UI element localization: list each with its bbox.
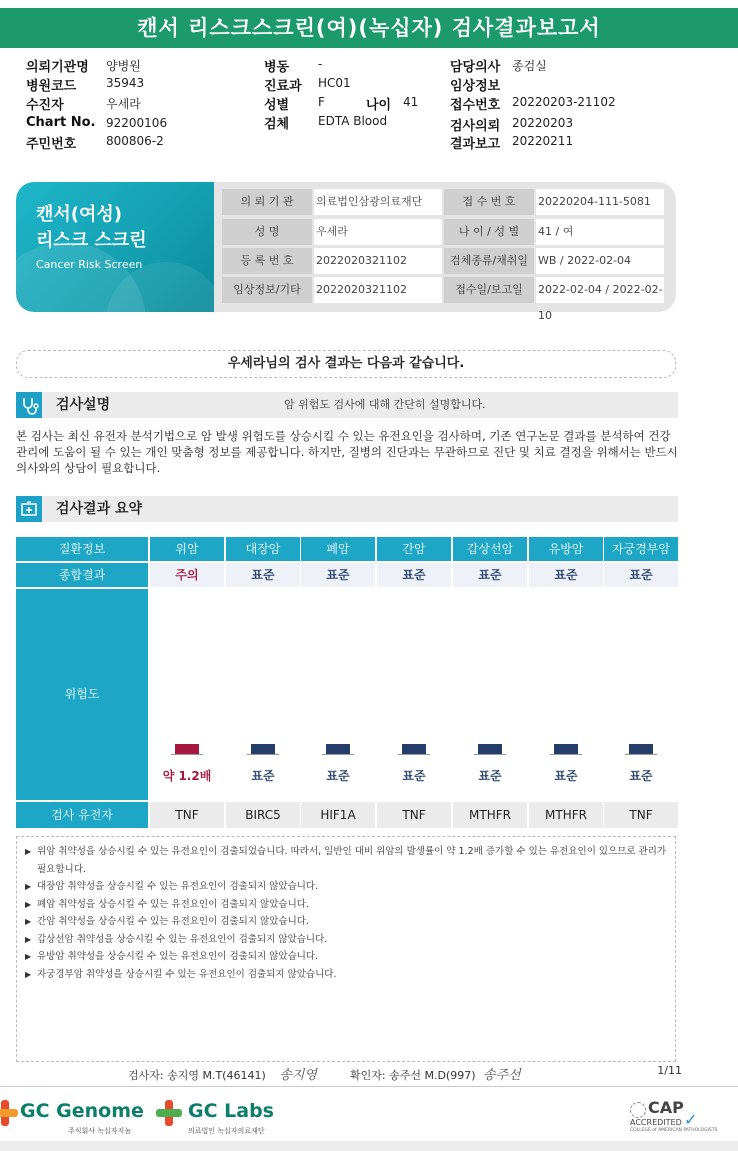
header-value: 35943 [106,76,145,90]
risk-label: 표준 [402,769,426,783]
risk-label: 표준 [554,769,578,783]
tester-name: 송지영 M.T(46141) [167,1069,266,1082]
risk-bar [326,744,350,754]
cap-text: CAP [648,1098,684,1117]
cancer-result: 표준 [377,563,451,587]
header-value: EDTA Blood [318,114,388,128]
gene-name: HIF1A [301,802,375,828]
note-item: ▶ 간암 취약성을 상승시킬 수 있는 유전요인이 검출되지 않았습니다. [25,913,667,931]
card-info-table [214,182,676,322]
cancer-header: 자궁경부암 [604,537,678,561]
summary-card [16,182,676,322]
result-notes [16,836,676,1062]
gc-cross-icon [156,1100,182,1126]
risk-baseline [322,754,354,755]
cancer-header: 대장암 [226,537,300,561]
risk-baseline [625,754,657,755]
risk-label: 표준 [251,769,275,783]
card-value: 2022020321102 [314,277,442,303]
header-value: 41 [403,95,419,109]
header-value: 20220203-21102 [512,95,616,109]
card-label: 접 수 번 호 [444,189,534,215]
cancer-header: 위암 [150,537,224,561]
cap-small-text: COLLEGE of AMERICAN PATHOLOGISTS [630,1128,718,1133]
patient-header [26,54,716,154]
section-title: 검사설명 [56,397,111,413]
brand-title-line2: 리스크 스크린 [36,230,147,251]
section-description-header [16,392,678,418]
cancer-header: 갑상선암 [453,537,527,561]
header-label: 임상정보 [450,79,501,94]
card-label: 검체종류/채취일 [444,248,534,274]
risk-baseline [171,754,203,755]
gene-name: TNF [150,802,224,828]
folder-plus-icon [16,496,42,522]
product-brand-panel [16,182,214,312]
header-label: 결과보고 [450,137,501,152]
logo-text: GC Labs [188,1100,274,1122]
cap-subtext: ACCREDITED [630,1118,682,1127]
row-label-gene: 검사 유전자 [16,802,148,828]
tester-handwritten-signature: 송지영 [279,1068,317,1083]
gc-cross-icon [0,1100,18,1126]
risk-baseline [474,754,506,755]
reviewer-label: 확인자: [350,1069,386,1082]
logo-text: GC Genome [20,1100,144,1122]
stethoscope-icon [16,392,42,418]
card-value: 의료법인삼광의료재단 [314,189,442,215]
checkmark-icon: ✓ [684,1110,698,1129]
cancer-result: 표준 [226,563,300,587]
header-value: - [318,57,323,71]
card-label: 임상정보/기타 [222,277,312,303]
footer-divider [0,1086,738,1087]
card-value: 41 / 여 [536,219,664,245]
tester-label: 검사자: [128,1069,164,1082]
reviewer-handwritten-signature: 송주선 [483,1068,521,1083]
reviewer-name: 송주선 M.D(997) [389,1069,476,1082]
header-label: 담당의사 [450,60,501,75]
page-number: 1/11 [657,1064,682,1077]
risk-baseline [247,754,279,755]
header-label: 검사의뢰 [450,119,501,134]
tester-signature [128,1064,317,1083]
card-value: WB / 2022-02-04 [536,248,664,274]
risk-label: 표준 [629,769,653,783]
header-value: 20220211 [512,134,574,148]
cancer-result: 표준 [453,563,527,587]
header-value: 20220203 [512,116,574,130]
card-value: 2022020321102 [314,248,442,274]
risk-label: 약 1.2배 [162,769,212,783]
cancer-header: 유방암 [529,537,603,561]
risk-baseline [550,754,582,755]
header-value: 우세라 [106,97,141,111]
risk-bar [554,744,578,754]
cancer-result: 표준 [529,563,603,587]
note-item: ▶ 갑상선암 취약성을 상승시킬 수 있는 유전요인이 검출되지 않았습니다. [25,931,667,949]
card-value: 2022-02-04 / 2022-02-10 [536,277,664,303]
card-value: 20220204-111-5081 [536,189,664,215]
cancer-result: 표준 [301,563,375,587]
cap-seal-icon [630,1102,646,1118]
note-item: ▶ 위암 취약성을 상승시킬 수 있는 유전요인이 검출되었습니다. 따라서, 일반인 대비 위암의 발생률이 약 1.2배 증가할 수 있는 유전요인이 있으므로 관리가 필요합니다. [25,843,667,878]
header-label: 병원코드 [26,79,77,94]
header-value: 92200106 [106,116,168,130]
logo-subtext: 의료법인 녹십자의료재단 [188,1127,265,1135]
gene-name: TNF [604,802,678,828]
gene-name: TNF [377,802,451,828]
header-label: 성별 [264,98,290,113]
gene-name: MTHFR [453,802,527,828]
bottom-strip [0,1141,738,1151]
header-value: HC01 [318,76,351,90]
card-label: 성 명 [222,219,312,245]
header-label: 수진자 [26,98,64,113]
reviewer-signature [350,1064,521,1083]
card-value: 우세라 [314,219,442,245]
note-item: ▶ 폐암 취약성을 상승시킬 수 있는 유전요인이 검출되지 않았습니다. [25,896,667,914]
card-label: 나 이 / 성 별 [444,219,534,245]
header-label: 진료과 [264,79,302,94]
cancer-result: 주의 [150,563,224,587]
header-label: 나이 [366,98,392,113]
header-label: 병동 [264,60,290,75]
header-label: Chart No. [26,115,96,130]
gene-name: MTHFR [529,802,603,828]
header-value: 800806-2 [106,134,164,148]
gene-name: BIRC5 [226,802,300,828]
header-label: 주민번호 [26,137,77,152]
row-label-risk: 위험도 [16,589,148,800]
section-title: 검사결과 요약 [56,501,143,517]
header-label: 검체 [264,117,290,132]
row-label-result: 종합결과 [16,563,148,587]
result-banner: 우세라님의 검사 결과는 다음과 같습니다. [16,350,676,378]
row-label-disease: 질환정보 [16,537,148,561]
note-item: ▶ 자궁경부암 취약성을 상승시킬 수 있는 유전요인이 검출되지 않았습니다. [25,966,667,984]
header-value: F [318,95,325,109]
risk-baseline [398,754,430,755]
note-item: ▶ 대장암 취약성을 상승시킬 수 있는 유전요인이 검출되지 않았습니다. [25,878,667,896]
header-label: 접수번호 [450,98,501,113]
risk-label: 표준 [478,769,502,783]
risk-bar [251,744,275,754]
risk-bar [629,744,653,754]
risk-bar [402,744,426,754]
card-label: 의 뢰 기 관 [222,189,312,215]
card-label: 등 록 번 호 [222,248,312,274]
risk-label: 표준 [326,769,350,783]
note-item: ▶ 유방암 취약성을 상승시킬 수 있는 유전요인이 검출되지 않았습니다. [25,948,667,966]
card-label: 접수일/보고일 [444,277,534,303]
header-label: 의뢰기관명 [26,60,89,75]
cancer-header: 폐암 [301,537,375,561]
cancer-header: 간암 [377,537,451,561]
cancer-result: 표준 [604,563,678,587]
brand-title-en: Cancer Risk Screen [36,258,143,271]
report-title: 캔서 리스크스크린(여)(녹십자) 검사결과보고서 [0,8,738,48]
risk-bar [478,744,502,754]
header-value: 종검실 [512,59,547,73]
section-summary-header [16,496,678,522]
brand-title-line1: 캔서(여성) [36,204,123,225]
logo-subtext: 주식회사 녹십자지놈 [68,1127,132,1135]
description-text: 본 검사는 최신 유전자 분석기법으로 암 발생 위험도를 상승시킬 수 있는 유전요인을 검사하며, 기존 연구논문 결과를 분석하여 건강 관리에 도움이 될 수 있는 개인 맞춤형 정보를 제공합니다. 하지만, 질병의 진단과는 무관하므로 진단 및 치료 결정을 위해서는 반드시 의사와의 상담이 필요합니다. [16,429,678,475]
header-value: 양병원 [106,59,141,73]
section-subtitle: 암 위험도 검사에 대해 간단히 설명합니다. [284,398,486,411]
risk-bar [175,744,199,754]
